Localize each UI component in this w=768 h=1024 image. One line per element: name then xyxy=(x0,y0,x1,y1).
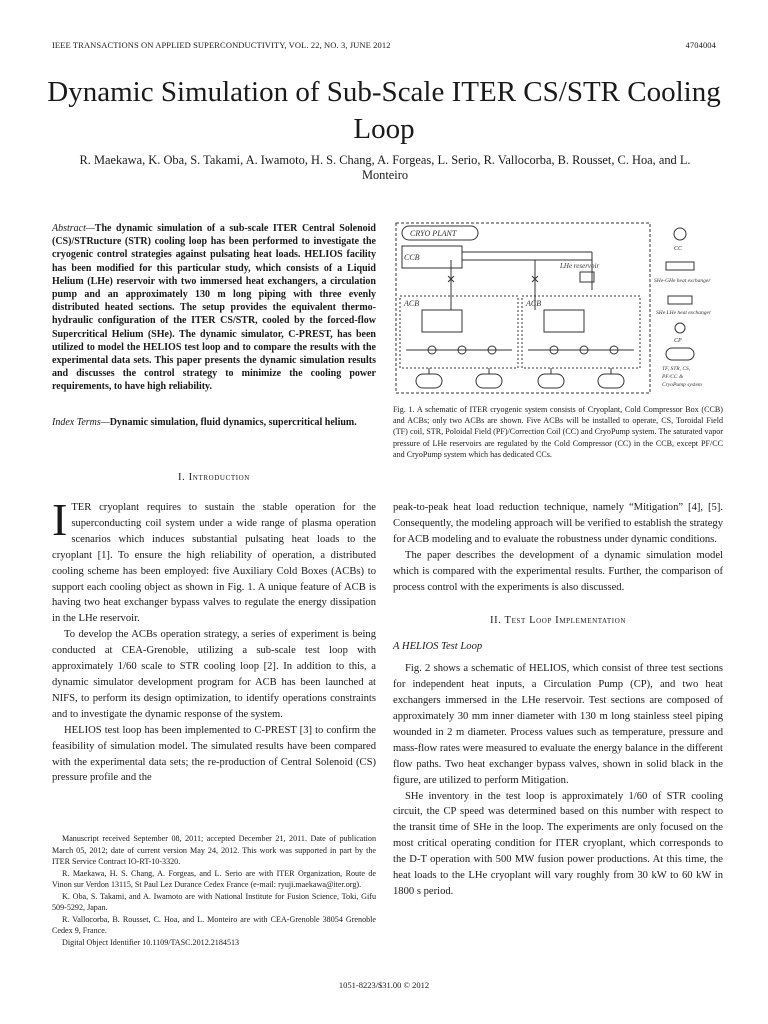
footnote-iter: R. Maekawa, H. S. Chang, A. Forgeas, and L. Serio are with ITER Organization, Route de Vinon sur Verdon 13115, St Paul Lez Durance Cedex France (e-mail: ryuji.maekawa@iter.org). xyxy=(52,868,376,889)
left-column-body xyxy=(52,494,376,786)
label-she-ghe: SHe-GHe heat exchanger xyxy=(654,278,711,284)
right-paragraph-2: Fig. 2 shows a schematic of HELIOS, which consist of three test sections for independent heat inputs, a Circulation Pump (CP), and two heat exchangers immersed in the LHe reservoir. Test sections are composed of approximately 30 mm inner diameter with 130 m long stainless steel piping wounded in 2 m diameter. Process values such as temperature, pressure and mass-flow rates were measured to evaluate the energy balance in the different flow paths. Two heat exchanger bypass valves, shown in solid black in the figure, are utilized to perform Mitigation. xyxy=(393,663,723,786)
figure-1-caption: Fig. 1. A schematic of ITER cryogenic system consists of Cryoplant, Cold Compressor Box (CCB) and ACBs; only two ACBs are shown. Five ACBs will be installed to operate, CS, Toroidal Field (TF) coil, STR, Poloidal Field (PF)/Correction Coil (CC) and CryoPump system. The saturated vapor pressure of LHe reservoirs are regulated by the Cold Compressor (CC) in the CCB, except PF/CC and CryoPump system which has dedicated CCs. xyxy=(393,405,723,459)
label-acb-right: ACB xyxy=(526,299,542,308)
label-cc: CC xyxy=(674,246,683,252)
label-lhe-reservoir: LHe reservoir xyxy=(560,262,600,270)
copyright-footer: 1051-8223/$31.00 © 2012 xyxy=(338,980,430,990)
right-paragraph-1: The paper describes the development of a dynamic simulation model which is compared with the experimental results. Further, the comparison of process control with the experiments is also discussed. xyxy=(393,549,723,593)
index-terms-text: Dynamic simulation, fluid dynamics, supercritical helium. xyxy=(109,417,357,428)
right-column-body xyxy=(393,500,723,900)
label-cp: CP xyxy=(674,338,682,344)
label-loads-2: PF/CC & xyxy=(662,374,684,380)
index-terms-label: Index Terms— xyxy=(52,417,110,428)
label-cryo-plant: CRYO PLANT xyxy=(410,229,457,238)
footnote-cea: R. Vallocorba, B. Rousset, C. Hoa, and L. Monteiro are with CEA-Grenoble 38054 Grenoble Cedex 9, France. xyxy=(52,914,376,935)
abstract xyxy=(52,222,376,394)
section-heading-test-loop: II. Test Loop Implementation xyxy=(489,615,627,627)
footnote-nifs: K. Oba, S. Takami, and A. Iwamoto are with National Institute for Fusion Science, Toki, Gifu 509-5292, Japan. xyxy=(52,891,376,912)
footnote-doi: Digital Object Identifier 10.1109/TASC.2012.2184513 xyxy=(62,937,240,947)
right-paragraph-3: SHe inventory in the test loop is approximately 1/60 of STR cooling circuit, the CP speed was determined based on this number with respect to the transit time of SHe in the loop. The experiments are only focused on the most critical operating condition for ITER cryoplant, which corresponds to the D-T operation with 500 MW fusion power productions. At this time, the heat loads to the LHe cryoplant will vary roughly from 30 kW to 60 kW in 1800 s period. xyxy=(393,790,723,897)
intro-paragraph-3: HELIOS test loop has been implemented to C-PREST [3] to confirm the feasibility of simulation model. The simulated results have been compared with the experimental data sets; the re-production of Central Solenoid (CS) pressure profile and the xyxy=(52,724,376,784)
figure-1-schematic xyxy=(392,220,728,398)
subsection-heading-helios: A HELIOS Test Loop xyxy=(393,641,483,653)
label-loads-3: CryoPump system xyxy=(662,382,702,388)
index-terms xyxy=(52,416,376,429)
intro-paragraph-2: To develop the ACBs operation strategy, a series of experiment is being conducted at CEA-Grenoble, utilizing a sub-scale test loop with approximately 1/60 scale to STR cooling loop [2]. In addition to this, a dynamic simulator development program for ACB has been launched at NIFS, to perform its design optimization, to identify operations constraints and to investigate the dynamic response of the system. xyxy=(52,629,376,720)
author-list: R. Maekawa, K. Oba, S. Takami, A. Iwamoto, H. S. Chang, A. Forgeas, L. Serio, R. Vallocorba, B. Rousset, C. Hoa, and L. Monteiro xyxy=(79,153,691,182)
section-heading-introduction: I. Introduction xyxy=(178,472,250,483)
footnote-manuscript: Manuscript received September 08, 2011; accepted December 21, 2011. Date of publication March 05, 2012; date of current version May 24, 2012. This work was supported in part by the ITER Service Contract IO-RT-10-3320. xyxy=(52,834,376,866)
footnotes xyxy=(52,833,376,948)
label-loads-1: TF, STR, CS, xyxy=(662,366,691,372)
page-number: 4704004 xyxy=(685,40,716,50)
dropcap: I xyxy=(52,494,68,545)
right-paragraph-continued: peak-to-peak heat load reduction technique, namely “Mitigation” [4], [5]. Consequently, the modeling approach will be verified to establish the strategy for ACB modeling and to evaluate the robustness under dynamic conditions. xyxy=(393,502,723,545)
abstract-label: Abstract— xyxy=(52,223,95,234)
label-ccb: CCB xyxy=(404,253,420,262)
journal-header: IEEE TRANSACTIONS ON APPLIED SUPERCONDUCTIVITY, VOL. 22, NO. 3, JUNE 2012 xyxy=(52,40,391,50)
abstract-text: The dynamic simulation of a sub-scale ITER Central Solenoid (CS)/STRucture (STR) cooling loop has been performed to investigate the cryogenic control strategies against pulsating heat loads. HELIOS facility has been modified for this particular study, which consists of a Liquid Helium (LHe) reservoir with two immersed heat exchangers, a circulation pump and an approximately 130 m long piping with three evenly distributed heated sections. The setup provides the equivalent thermo-hydraulic configuration of the ITER CS/STR, cooled by the forced-flow Supercritical Helium (SHe). The dynamic simulator, C-PREST, has been utilized to model the HELIOS test loop and to compare the results with the experimental data sets. This paper presents the dynamic simulation results and discusses the control strategy to minimize the cooling power requirements, to have high reliability. xyxy=(52,223,376,393)
intro-paragraph-1-text: TER cryoplant requires to sustain the stable operation for the superconducting coil system under a wide range of plasma operation scenarios which induces substantial pulsating heat loads to the cryoplant [1]. To ensure the high reliability of operation, a distributed cooling scheme has been employed: five Auxiliary Cold Boxes (ACBs) to support each cooling object as shown in Fig. 1. A unique feature of ACB is having two heat exchanger bypass valves to regulate the energy dissipation in the LHe reservoir. xyxy=(52,502,376,625)
label-she-lhe: SHe LHe heat exchanger xyxy=(656,310,712,316)
intro-paragraph-1 xyxy=(52,494,376,627)
label-acb-left: ACB xyxy=(404,299,420,308)
paper-title: Dynamic Simulation of Sub-Scale ITER CS/STR Cooling Loop xyxy=(47,76,721,145)
